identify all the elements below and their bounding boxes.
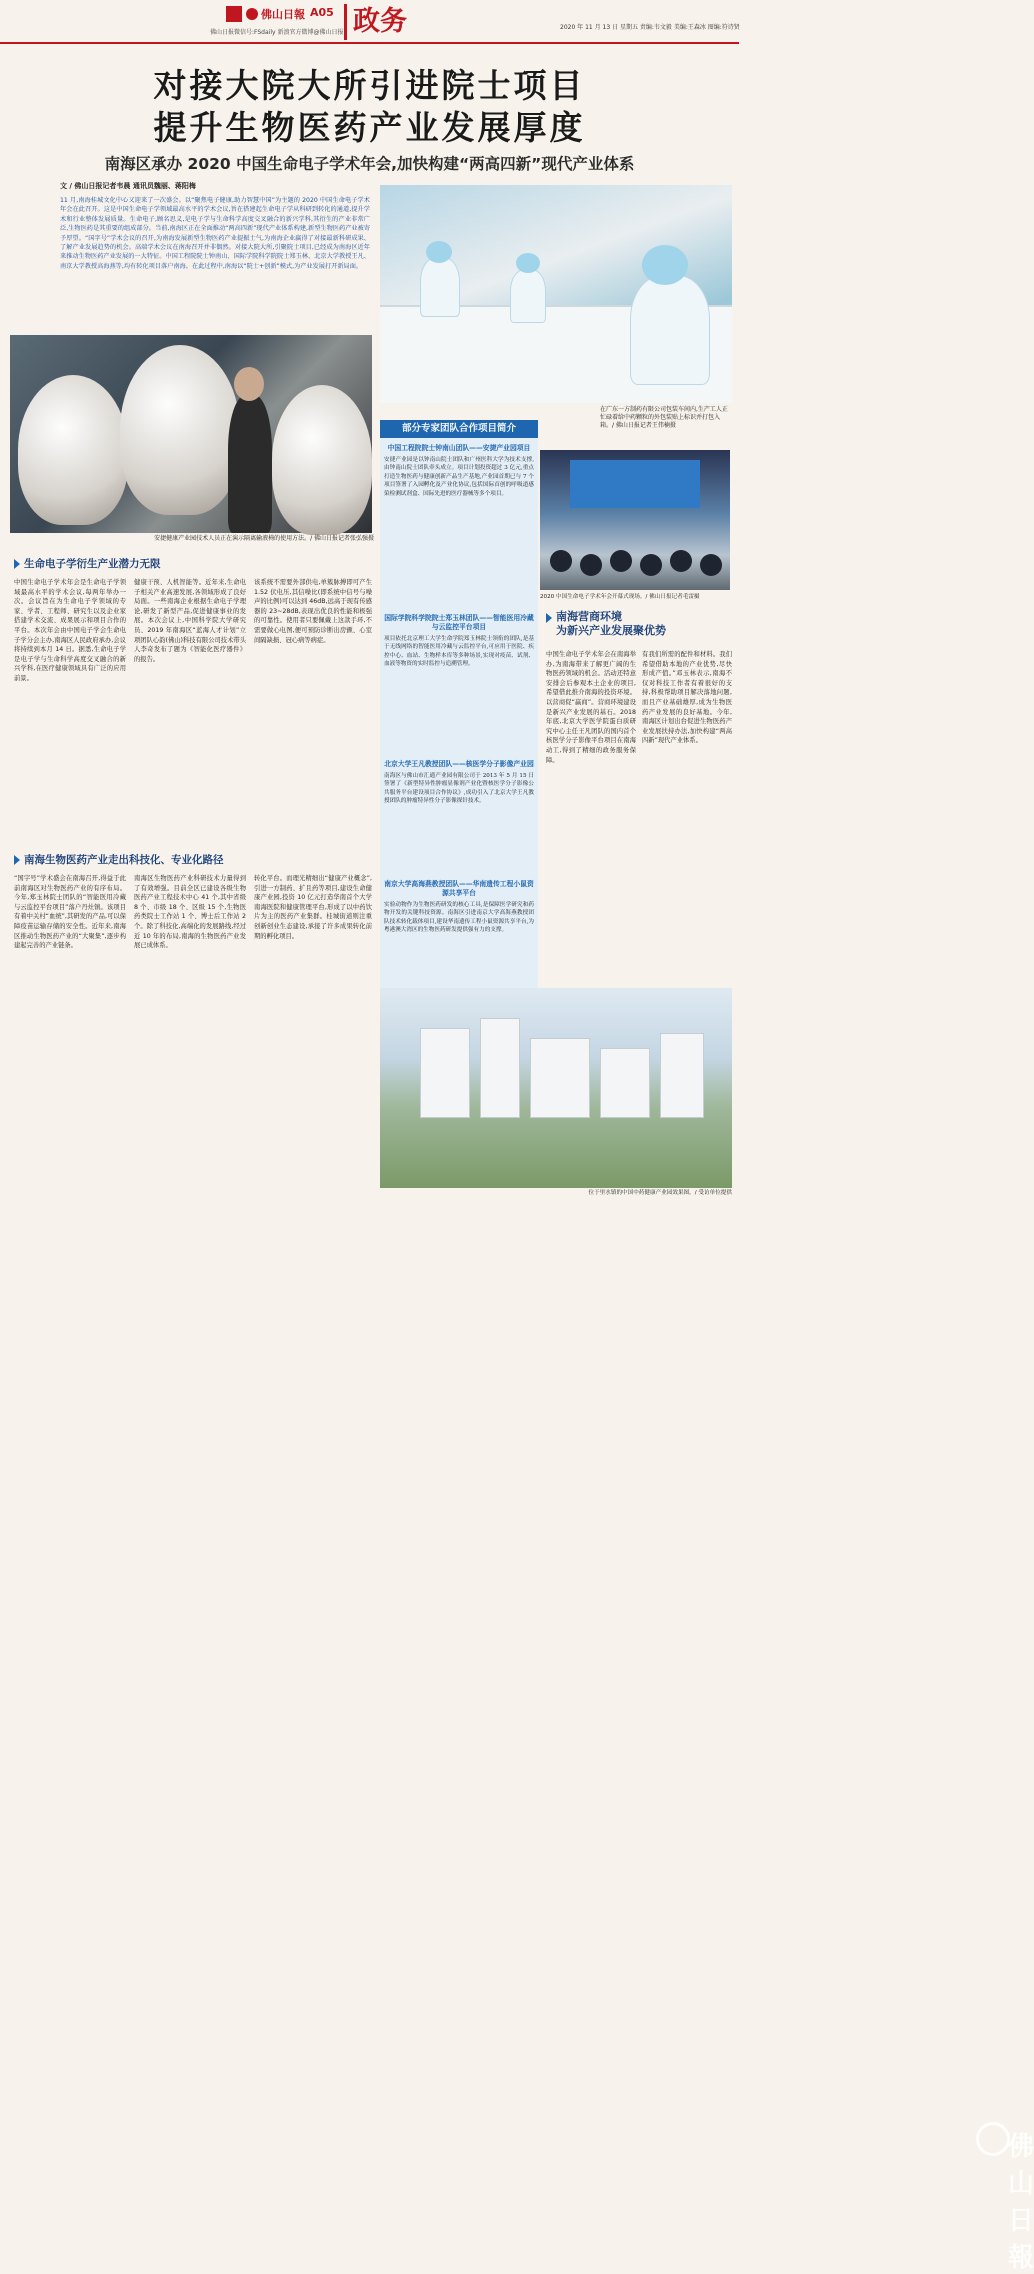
project-item xyxy=(384,614,534,669)
section-head-biomedicine xyxy=(14,852,374,867)
lead-paragraph: 11 月,南海桂城文化中心又迎来了一次盛会。以“聚焦电子健康,助力智慧中国”为主题的 2020 中国生命电子学术年会在此召开。这是中国生命电子学领域最高水平的学术会议,旨在搭建起生命电子学从科研到转化的通道,提升学术和行业整体发展质量。生命电子,顾名思义,是电子学与生命科学高度交叉融合的新兴学科,其衍生的产业非常广泛,生物医药是其重要的组成部分。当前,南海区正在全面推动“两高四新”现代产业体系构建,新型生物医药产业被寄予厚望。“国字号”学术会议的召开,为南海发展新型生物医药产业提振士气,为南海企业赢得了对接最新科研成果、了解产业发展趋势的机会。高端学术会议在南海召开并非偶然。对接大院大所,引聚院士项目,已经成为南海区近年来推动生物医药产业发展的一大特征。中国工程院院士钟南山、国际学院科学院院士郑玉林、北京大学教授王凡、南京大学教授高海燕等,均有转化项目落户南海。在此过程中,南海以“院士+创新”模式,为产业发展打开新局面。 xyxy=(60,197,370,270)
photo-caption-3: 2020 中国生命电子学术年会开幕式现场。/ 佛山日报记者毛雷摄 xyxy=(540,594,700,600)
qr-code-icon xyxy=(226,6,242,22)
building xyxy=(420,1028,470,1118)
building xyxy=(530,1038,590,1118)
photo-conference-opening xyxy=(540,450,730,590)
building xyxy=(660,1033,704,1118)
audience-head xyxy=(550,550,572,572)
project-title: 北京大学王凡教授团队——核医学分子影像产业园 xyxy=(384,760,534,768)
audience-head xyxy=(580,554,602,576)
audience-head xyxy=(700,554,722,576)
newspaper-seal-watermark xyxy=(976,2122,1010,2156)
logo-mark-icon xyxy=(246,8,258,20)
isolation-pod xyxy=(272,385,372,535)
section-head-business-environment xyxy=(546,610,736,638)
section-head-life-electronics xyxy=(14,556,374,571)
project-body: 南海区与佛山市汇通产业园有限公司于 2013 年 5 月 15 日签署了《新型特异性肿瘤显像剂产业化暨核医学分子影像公共服务平台建设项目合作协议》,成功引入了北京大学王凡教授团队的肿瘤特异性分子影像探针技术。 xyxy=(384,773,534,805)
worker-figure xyxy=(420,257,460,317)
section-2-col-2: 南海区生物医药产业科研技术力量得到了有效增强。目前全区已建设各级生物医药产业工程技术中心 41 个,其中省级 8 个、市级 18 个、区级 15 个,生物医药类院士工作站 1 个、博士后工作站 2 个。除了科技化,高端化的发展路线,经过近 10 年的布局,南海的生物医药产业发展已成体系。 xyxy=(134,875,246,950)
technician-figure xyxy=(228,395,272,533)
section-marker-icon xyxy=(14,559,20,569)
worker-figure xyxy=(510,269,546,323)
section-title: 生命电子学衍生产业潜力无限 xyxy=(24,558,161,570)
business-environment-col-1: 中国生命电子学术年会在南海举办,为南海带来了解更广阔的生物医药领域的机会。活动还特意安排会后参观本土企业的项目,希望借此推介南海的投资环境。以营商促“赢商”。营商环境建设是新兴产业发展的基石。2018 年底,北京大学医学院蛋白质研究中心主任王凡团队的国内首个核医学分子影像平台项目在南海动工,得到了精细的政务服务保障。 xyxy=(546,651,636,764)
project-item xyxy=(384,444,534,498)
business-environment-col-2: 有我们所需的配件和材料。我们希望借助本地的产业优势,尽快形成产值。”邓玉林表示,南海不仅对科技工作者有着很好的支持,科极帮助项目解决落地问题,而且产业基础雄厚,成为生物医药产业发展的良好基地。今年,南海区计划出台促进生物医药产业发展扶持办法,加快构建“两高四新”现代产业体系。 xyxy=(642,651,732,745)
paper-name: 佛山日報 xyxy=(261,8,305,21)
building xyxy=(600,1048,650,1118)
byline: 文 / 佛山日报记者韦晨 通讯员魏丽、蒋阳梅 xyxy=(60,182,196,190)
subheadline: 南海区承办 2020 中国生命电子学术年会,加快构建“两高四新”现代产业体系 xyxy=(104,155,635,173)
project-item xyxy=(384,760,534,806)
project-title: 国际学院科学院院士郑玉林团队——智能医用冷藏与云监控平台项目 xyxy=(384,614,534,631)
audience-head xyxy=(640,554,662,576)
masthead xyxy=(0,0,739,44)
section-title: 政务 xyxy=(344,4,414,40)
worker-cap xyxy=(516,253,540,273)
isolation-pod xyxy=(120,345,240,515)
section-2-col-3: 转化平台。而理光精细出“健康产业概念”,引进一方制药、扩且药等项目,建设生命健康产业园,投资 10 亿元打造华南首个大学南海医院和健康管理平台,形成了以中药饮片为主的医药产业集群。桂城街道则注重创新创业生态建设,承接了许多成果转化前期的孵化项目。 xyxy=(254,875,372,940)
headline-line-2: 提升生物医药产业发展厚度 xyxy=(153,108,586,147)
photo-packaging-workshop xyxy=(380,185,732,403)
section-title: 南海营商环境 为新兴产业发展聚优势 xyxy=(556,610,666,637)
worker-cap xyxy=(642,245,688,285)
projects-box-title: 部分专家团队合作项目简介 xyxy=(380,420,538,438)
photo-caption-1: 安捷健康产业园技术人员正在演示隔离输液椅的使用方法。/ 佛山日报记者张弘强摄 xyxy=(154,535,374,542)
audience-head xyxy=(670,550,692,572)
worker-cap xyxy=(426,241,452,263)
worker-figure xyxy=(630,275,710,385)
photo-isolation-chairs xyxy=(10,335,372,533)
building xyxy=(480,1018,520,1118)
technician-head xyxy=(234,367,264,401)
project-item xyxy=(384,880,534,935)
page-number: A05 xyxy=(310,6,334,19)
dateline: 2020 年 11 月 13 日 星期五 责编:韦文毅 美编:王森冰 图编:符诗贤 xyxy=(560,24,740,31)
section-marker-icon xyxy=(14,855,20,865)
stage-screen xyxy=(570,460,700,508)
photo-caption-2: 在广东一方制药有限公司包装车间内,生产工人正忙碌着给中药颗粒的外包装贴上标识并打包入箱。/ 佛山日报记者王伟楠摄 xyxy=(600,406,728,429)
section-2-col-1: “国字号”学术盛会在南海召开,得益于此前南海区对生物医药产业的有序布局。今年,郑玉林院士团队的“智能医用冷藏与云监控平台项目”落户丹灶镇。该项目有着中关村“血统”,其研发的产品,可以保障疫苗运输存储的安全性。近年来,南海区推动生物医药产业的“大聚集”,逐步构建起完善的产业链条。 xyxy=(14,875,126,950)
project-body: 项目依托北京理工大学生命学院郑玉林院士领衔的团队,是基于无线网络的智能医用冷藏与云监控平台,可应用于医院、疾控中心、血站、生物样本库等多种场景,实现对疫苗、试剂、血液等物资的实时监控与追溯管理。 xyxy=(384,636,534,668)
project-title: 中国工程院院士钟南山团队——安捷产业园项目 xyxy=(387,444,531,452)
section-1-col-2: 健康干预、人机智能等。近年来,生命电子相关产业高速发展,各领域形成了良好局面。一些南海企业根据生命电子学理论,研发了新型产品,促进健康事业的发展。本次会议上,中国科学院大学研究员、2019 年南海区“蓝海人才计划”立项团队心韵(佛山)科技有限公司技术带头人李奇发布了题为《智能化医疗器件》的报告。 xyxy=(134,579,246,663)
project-body: 安捷产业园是以钟南山院士团队和广州医科大学为技术支撑,由钟南山院士团队牵头成立。项目计划投资超过 3 亿元,重点打造生物医药与健康创新产品生产基地,产业园首期已与 7 个项目签署了入园孵化及产业化协议,包括国际首创的呼吸道感染检测试剂盒、国际先进的医疗器械等多个项目。 xyxy=(384,457,534,497)
section-title: 南海生物医药产业走出科技化、专业化路径 xyxy=(24,854,224,866)
section-1-col-1: 中国生命电子学术年会是生命电子学领域最高水平的学术会议,每两年举办一次。会议旨在为生命电子学领域的专家、学者、工程师、研究生以及企业家搭建学术交流、成果展示和项目合作的平台。本次年会由中国电子学会生命电子学分会主办,南海区人民政府承办,会议将持续到本月 14 日。据悉,生命电子学是电子学与生命科学高度交叉融合的新兴学科,在医疗健康领域具有广泛的应用前景。 xyxy=(14,579,126,682)
section-marker-icon xyxy=(546,613,552,623)
social-handles: 佛山日报微信号:FSdaily 新浪官方微博@佛山日报 xyxy=(210,29,344,36)
photo-caption-4: 位于里水镇的中国中药健康产业园效果图。/ 受访单位提供 xyxy=(588,1190,732,1196)
project-title: 南京大学高海燕教授团队——华南遗传工程小鼠资源共享平台 xyxy=(384,880,534,897)
newspaper-watermark: 佛山日報 xyxy=(1008,2132,1034,2273)
project-body: 实验动物作为生物医药研发的核心工具,是保障医学研究和药物开发的关键科技资源。南海区引进南京大学高海燕教授团队技术转化载体项目,建设华南遗传工程小鼠资源共享平台,为粤港澳大湾区的生物医药研发提供强有力的支撑。 xyxy=(384,902,534,934)
section-1-col-3: 该系统不需要外部供电,单簇脉搏即可产生 1.52 伏电压,其信噪比(即系统中信号与噪声的比例)可以达到 46dB,远高于现有传感器的 23~28dB,表现出优良的性能和极强的可靠性。使用者只要佩戴上这款手环,不需要做心电图,便可预防诊断出房颤、心室间隔缺损、冠心病等病症。 xyxy=(254,579,372,644)
audience-head xyxy=(610,550,632,572)
isolation-pod xyxy=(18,375,128,525)
headline-line-1: 对接大院大所引进院士项目 xyxy=(153,66,586,105)
